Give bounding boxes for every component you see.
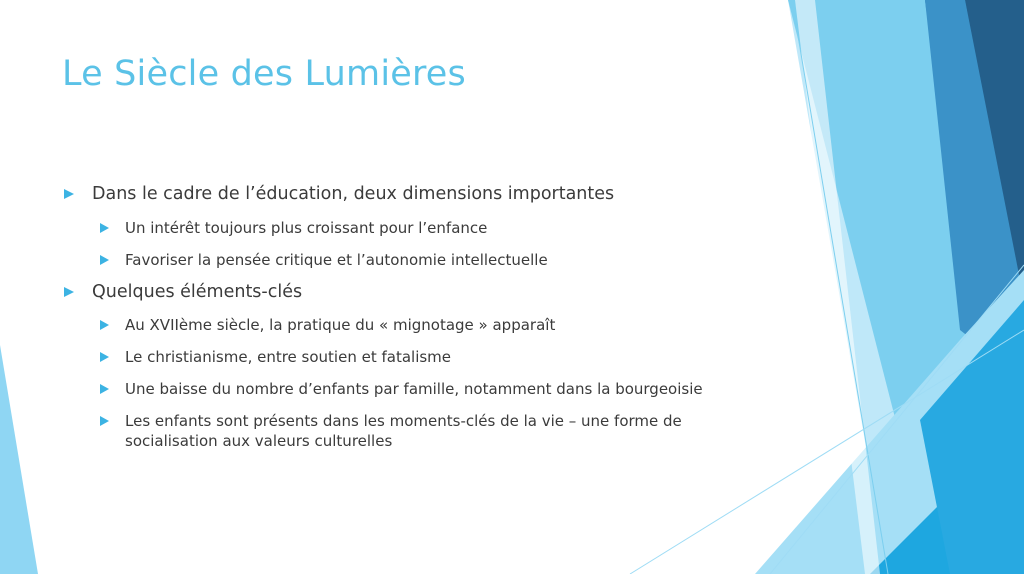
bullet-text: Dans le cadre de l’éducation, deux dimensions importantes <box>92 184 615 204</box>
sub-bullet-item <box>62 250 742 270</box>
bullet-arrow-icon <box>64 287 74 297</box>
bullet-text: Un intérêt toujours plus croissant pour l’enfance <box>125 219 488 237</box>
bullet-text: Favoriser la pensée critique et l’autonomie intellectuelle <box>125 251 548 269</box>
bullet-text: Au XVIIème siècle, la pratique du « mignotage » apparaît <box>125 316 556 334</box>
sub-bullet-item <box>62 411 742 451</box>
bullet-text: Quelques éléments-clés <box>92 282 303 302</box>
bullet-arrow-icon <box>100 255 109 265</box>
slide-title: Le Siècle des Lumières <box>62 54 466 94</box>
bullet-arrow-icon <box>100 384 109 394</box>
bullet-arrow-icon <box>100 320 109 330</box>
bullet-text: Le christianisme, entre soutien et fatalisme <box>125 348 452 366</box>
sub-bullet-item <box>62 315 742 335</box>
bullet-item <box>62 280 742 304</box>
bullet-item <box>62 182 742 206</box>
left-edge-stripe <box>0 345 38 574</box>
sub-bullet-item <box>62 218 742 238</box>
bullet-arrow-icon <box>100 223 109 233</box>
sub-bullet-item <box>62 379 742 399</box>
bullet-arrow-icon <box>64 189 74 199</box>
bullet-list <box>62 182 742 451</box>
bullet-arrow-icon <box>100 352 109 362</box>
bullet-text: Les enfants sont présents dans les moments-clés de la vie – une forme de socialisation aux valeurs culturelles <box>125 412 682 450</box>
sub-bullet-item <box>62 347 742 367</box>
bullet-arrow-icon <box>100 416 109 426</box>
bullet-text: Une baisse du nombre d’enfants par famille, notamment dans la bourgeoisie <box>125 380 703 398</box>
